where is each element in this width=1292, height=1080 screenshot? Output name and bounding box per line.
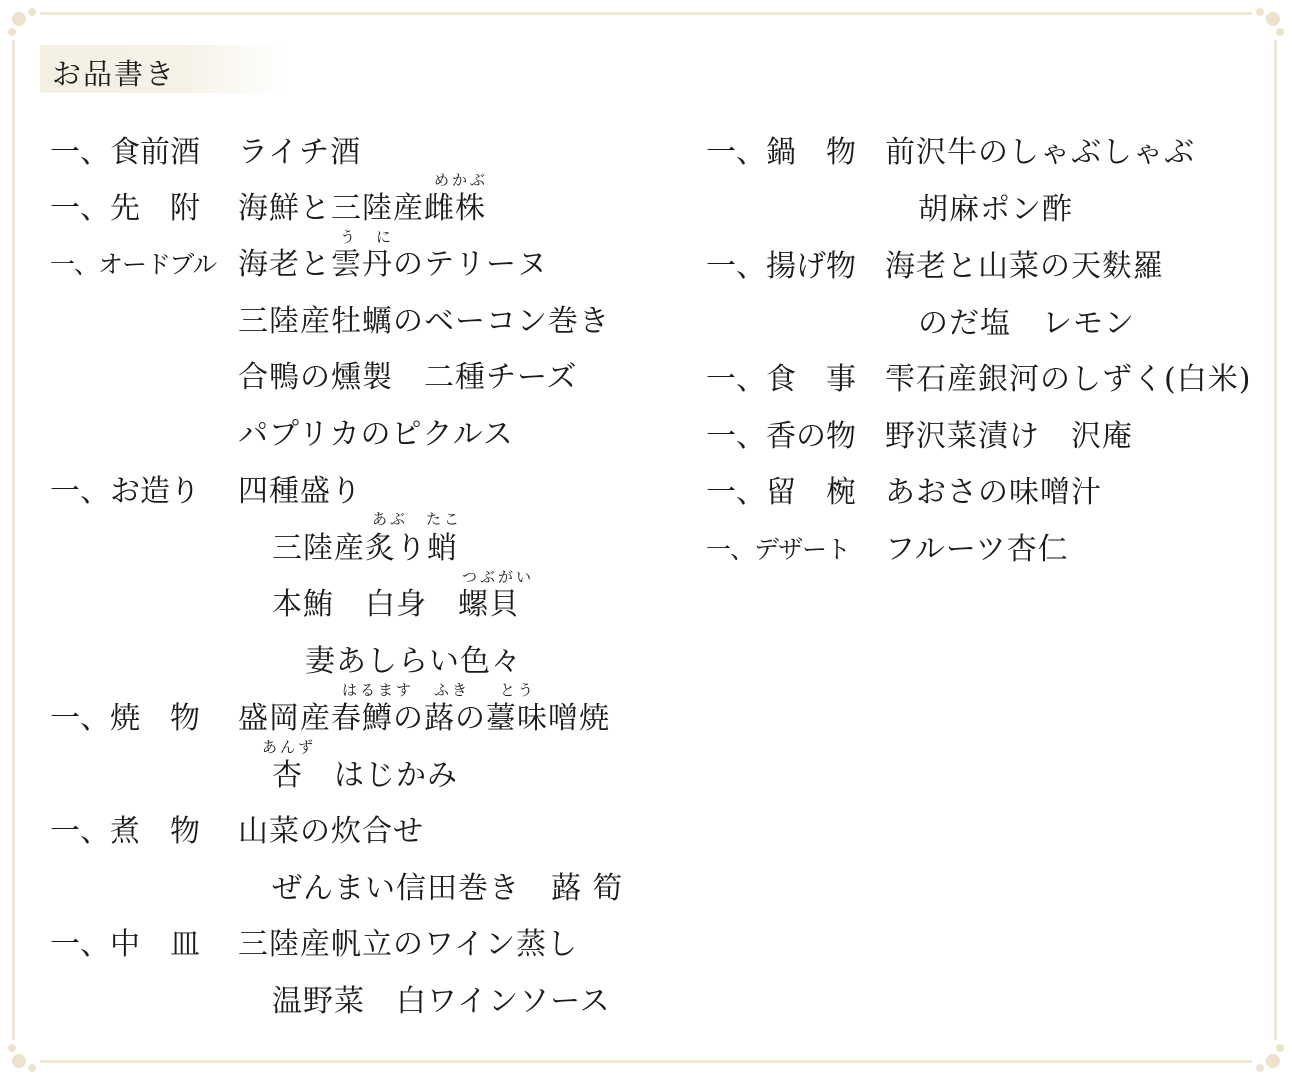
corner-ornament-bottom-right (1254, 1042, 1288, 1076)
dish-line: 山菜の炊合せ (238, 814, 424, 849)
furigana-reading: とう (500, 681, 537, 699)
dish-line: あおさの味噌汁 (885, 475, 1102, 510)
dish-line: 野沢菜漬け 沢庵 (885, 419, 1133, 454)
furigana-reading: めかぶ (434, 171, 489, 189)
dish-line: パプリカのピクルス (238, 416, 514, 452)
course-label: 一、先 附 (50, 191, 200, 226)
furigana-reading: ふき (434, 681, 471, 699)
furigana-reading: つぶがい (462, 568, 535, 586)
furigana-reading: あんず (262, 738, 317, 756)
course-label: 一、オードブル (50, 250, 217, 279)
dish-line: 海鮮と三陸産雌株 (238, 191, 486, 226)
course-label: 一、揚げ物 (706, 249, 856, 284)
course-label: 一、鍋 物 (706, 135, 856, 170)
frame-top-border (40, 12, 1252, 15)
dish-line: 妻あしらい色々 (305, 643, 522, 679)
dish-line: フルーツ杏仁 (885, 532, 1069, 567)
course-label: 一、煮 物 (50, 814, 200, 849)
course-label: 一、お造り (50, 474, 200, 509)
course-label: 一、中 皿 (50, 927, 200, 962)
course-label: 一、食 事 (706, 362, 856, 397)
course-label: 一、デザート (706, 535, 851, 564)
frame-right-border (1274, 40, 1277, 1040)
course-label: 一、香の物 (706, 419, 856, 454)
course-label: 一、焼 物 (50, 701, 200, 736)
dish-line: ライチ酒 (238, 135, 362, 170)
furigana-reading: う に (340, 228, 395, 246)
corner-ornament-bottom-left (4, 1042, 38, 1076)
dish-line: 盛岡産春鱒の蕗の薹味噌焼 (238, 701, 610, 736)
heading-bar (40, 45, 285, 93)
course-label: 一、留 椀 (706, 475, 856, 510)
frame-bottom-border (40, 1060, 1252, 1063)
course-label: 一、食前酒 (50, 135, 200, 170)
dish-line: 前沢牛のしゃぶしゃぶ (885, 135, 1195, 170)
dish-line: 四種盛り (238, 474, 362, 509)
corner-ornament-top-left (4, 4, 38, 38)
dish-line: 海老と雲丹のテリーヌ (238, 247, 548, 282)
dish-line: のだ塩 レモン (918, 305, 1135, 341)
dish-line: 合鴨の燻製 二種チーズ (238, 360, 578, 396)
dish-line: 三陸産牡蠣のベーコン巻き (238, 303, 610, 339)
dish-line: 三陸産帆立のワイン蒸し (238, 927, 579, 962)
dish-line: 温野菜 白ワインソース (272, 983, 611, 1019)
frame-left-border (12, 40, 15, 1040)
dish-line: ぜんまい信田巻き 蕗 筍 (272, 870, 624, 906)
page-title: お品書き (52, 57, 177, 91)
dish-line: 海老と山菜の天麩羅 (885, 249, 1164, 284)
dish-line: 三陸産炙り蛸 (272, 530, 458, 566)
dish-line: 胡麻ポン酢 (918, 191, 1073, 227)
furigana-reading: あぶ たこ (372, 510, 463, 528)
dish-line: 雫石産銀河のしずく(白米) (885, 362, 1252, 397)
corner-ornament-top-right (1254, 4, 1288, 38)
furigana-reading: はるます (342, 681, 415, 699)
dish-line: 本鮪 白身 螺貝 (272, 587, 520, 623)
dish-line: 杏 はじかみ (272, 757, 458, 793)
